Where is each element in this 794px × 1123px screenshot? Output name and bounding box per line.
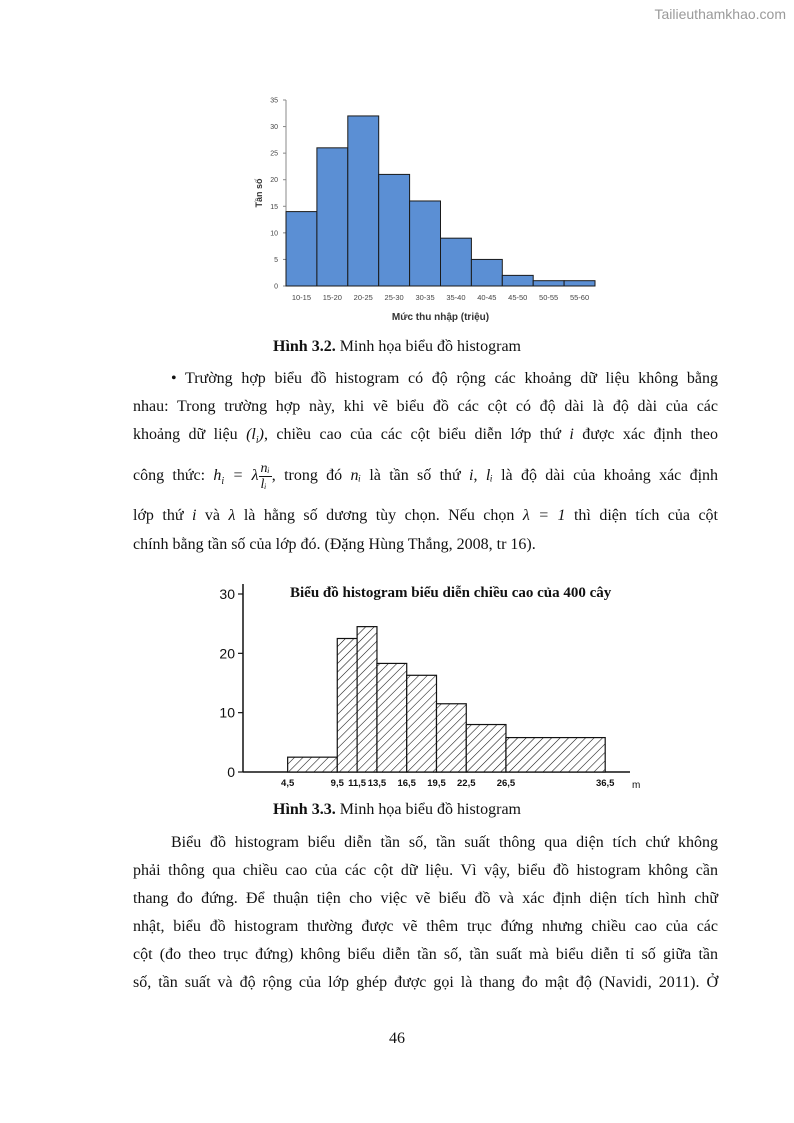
fig1-x-tick-label: 35-40 [446,293,466,302]
fig1-y-tick-label: 25 [270,150,278,158]
fig1-y-tick-label: 10 [270,230,278,238]
symbol-i-2: i [191,507,197,524]
interval-subscript: i [255,435,259,447]
para1-line4-text-a: công thức: [133,467,214,484]
fig2-x-tick-label: 11,5 [348,778,367,789]
fig2-x-tick-label: 4,5 [281,778,295,789]
fig1-x-tick-label: 15-20 [322,293,342,302]
figure-3-3-caption [0,801,794,819]
figure-3-2-histogram [248,92,608,328]
fig2-x-tick-label: 13,5 [367,778,387,789]
fig1-bar [286,212,317,286]
fig2-x-tick-label: 26,5 [496,778,516,789]
formula-lhs: h [213,467,222,484]
symbol-i: i [469,467,474,484]
fig1-xlabel: Mức thu nhập (triệu) [391,312,490,323]
fig1-y-tick-label: 30 [270,124,278,132]
index-i: i [569,426,574,443]
fig1-x-tick-label: 55-60 [569,293,590,302]
para1-line2: nhau: Trong trường hợp này, khi vẽ biểu đồ các cột có độ dài là độ dài của các [133,398,718,415]
fig2-bar [506,738,605,772]
fig1-x-tick-label: 45-50 [508,293,528,302]
fig1-bar [564,281,595,286]
fig2-x-tick-label: 16,5 [397,778,416,789]
fig2-y-tick-label: 10 [219,704,235,721]
fig1-bar [533,281,564,286]
watermark: Tailieuthamkhao.com [654,6,786,22]
caption-text: Minh họa biểu đồ histogram [335,338,521,355]
para1-line5-text-b: và [196,507,229,524]
fraction-denominator: lᵢ [260,476,267,492]
fig2-y-tick-label: 20 [219,645,235,662]
fig2-title: Biểu đồ histogram biểu diễn chiều cao của 400 cây [290,585,612,601]
figure-3-3-histogram [208,572,648,794]
fig2-xlabel: m [632,780,641,791]
symbol-n-i: nᵢ [350,467,362,484]
para1-line4-text-e: là độ dài của khoảng xác định [492,467,719,484]
fig2-x-tick-label: 9,5 [330,778,344,789]
para1-line5-text-d: thì diện tích của cột [565,507,718,524]
para1-line4-sep: , [473,467,486,484]
para1-line5 [133,499,718,531]
fig1-x-tick-label: 30-35 [415,293,435,302]
lambda-equals-one: λ = 1 [522,507,566,524]
fig1-ylabel: Tần số [254,178,264,208]
fig1-x-tick-label: 25-30 [384,293,404,302]
caption-label: Hình 3.2. [273,338,336,355]
page-number: 46 [389,1030,405,1047]
para2-line4: nhật, biểu đồ histogram thường được vẽ thêm trục đứng nhưng chiều cao của các [133,918,718,935]
paragraph-density-scale [133,829,718,997]
para1-line4-text-c: là tần số thứ [361,467,470,484]
fig1-x-tick-label: 20-25 [353,293,373,302]
fig1-bar [471,259,502,286]
fig1-y-tick-label: 5 [274,256,278,264]
interval-close: ) [258,426,264,443]
fig2-y-tick-label: 30 [219,586,235,602]
fig1-bar [410,201,441,286]
fraction-numerator: nᵢ [260,460,270,476]
fig1-x-tick-label: 50-55 [539,293,559,302]
fig1-bar [502,275,533,286]
fig1-x-tick-label: 40-45 [477,293,497,302]
fig1-bar [379,174,410,286]
para1-line6: chính bằng tần số của lớp đó. (Đặng Hùng Thắng, 2008, tr 16). [133,536,536,553]
fig2-bar [337,639,357,773]
para1-line3-text-b: , chiều cao của các cột biểu diễn lớp thứ [263,426,570,443]
para2-line2: phải thông qua chiều cao của các cột dữ liệu. Vì vậy, biểu đồ histogram không cần [133,862,718,879]
interval-length-symbol [246,426,264,447]
symbol-lambda: λ [228,507,236,524]
para1-line3-text-c: được xác định theo [573,426,718,443]
para1-line4 [133,453,718,499]
para1-line3 [133,421,718,453]
formula [213,460,271,492]
para2-line5: cột (đo theo trục đứng) không biểu diễn tần số, tần suất mà biểu diễn tỉ số giữa tần [133,946,718,963]
para2-line1: Biểu đồ histogram biểu diễn tần số, tần suất thông qua diện tích chứ không [171,834,718,851]
caption-label-2: Hình 3.3. [273,801,336,818]
fig2-y-tick-label: 0 [227,764,235,780]
paragraph-variable-width [133,365,718,559]
fig1-bar [441,238,472,286]
para1-line4-text-b: , trong đó [271,467,351,484]
fig2-bar [357,627,377,772]
fig2-x-tick-label: 36,5 [595,778,615,789]
figure-3-2-caption [0,338,794,356]
formula-eq: = λ [224,467,259,484]
para2-line6: số, tần suất và độ rộng của lớp ghép được gọi là thang đo mật độ (Navidi, 2011). Ở [133,974,718,991]
fig2-bar [288,757,338,772]
fig2-x-tick-label: 22,5 [457,778,476,789]
fig2-bar [377,663,407,772]
fig1-y-tick-label: 0 [274,283,278,291]
para1-line1: • Trường hợp biểu đồ histogram có độ rộng các khoảng dữ liệu không bằng [171,370,718,387]
fig1-bar [348,116,379,286]
fig2-bar [407,675,437,772]
interval-symbol: (l [246,426,256,443]
para2-line3: thang đo đứng. Để thuận tiện cho việc vẽ biểu đồ và xác định diện tích hình chữ [133,890,718,907]
fig2-bar [466,725,506,772]
fig1-bar [317,148,348,286]
formula-fraction [259,461,272,492]
formula-sub: i [221,476,225,488]
fig1-x-tick-label: 10-15 [291,293,312,302]
fig2-bar [437,704,467,772]
para1-line5-text-c: là hằng số dương tùy chọn. Nếu chọn [235,507,523,524]
fig1-y-tick-label: 35 [270,97,278,105]
fig1-y-tick-label: 20 [270,177,278,185]
fig2-x-tick-label: 19,5 [427,778,446,789]
fig1-y-tick-label: 15 [270,203,278,211]
caption-text-2: Minh họa biểu đồ histogram [335,801,521,818]
symbol-l-i: lᵢ [485,467,493,484]
para1-line5-text-a: lớp thứ [133,507,192,524]
para1-line3-text-a: khoảng dữ liệu [133,426,247,443]
